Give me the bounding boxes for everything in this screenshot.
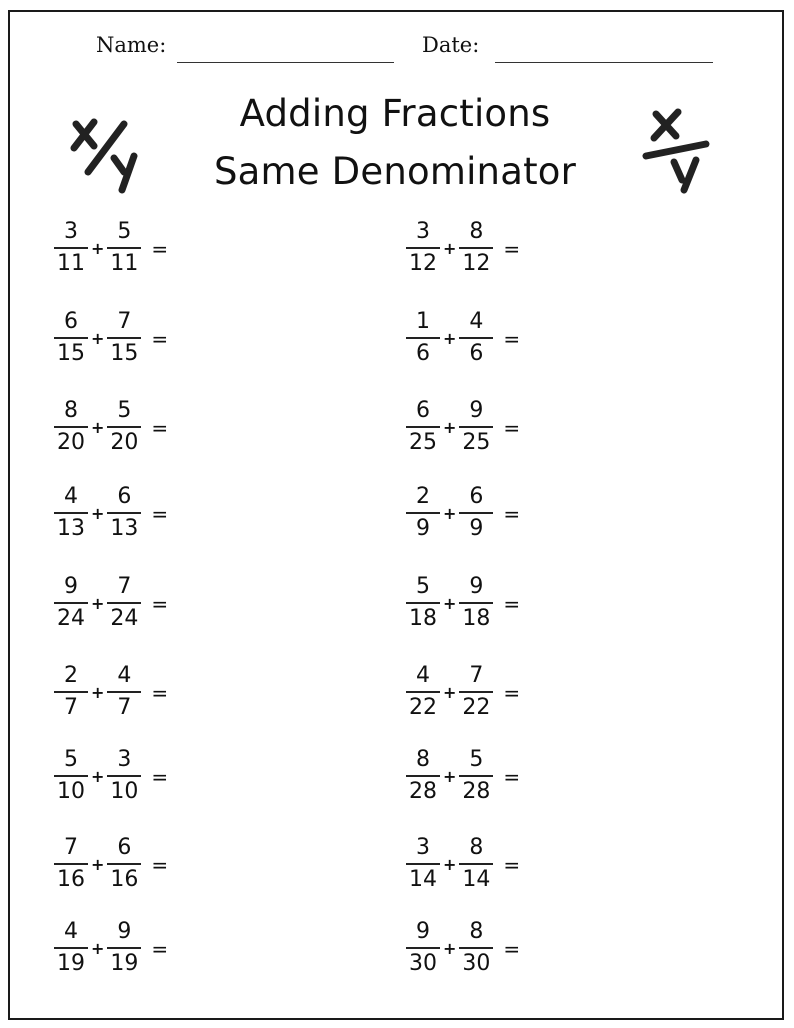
plus-sign: +	[443, 504, 457, 523]
denominator: 6	[416, 340, 430, 366]
fraction-bar	[406, 337, 440, 339]
equals-sign: =	[151, 326, 169, 351]
numerator: 5	[117, 219, 132, 245]
numerator: 3	[117, 747, 132, 773]
problem-item	[406, 308, 520, 368]
numerator: 3	[416, 219, 430, 245]
numerator: 4	[64, 484, 78, 510]
fraction-bar	[459, 775, 493, 777]
fraction-a	[406, 663, 440, 721]
numerator: 8	[469, 919, 484, 945]
problem-item	[406, 918, 520, 978]
fraction-bar	[107, 863, 141, 865]
fraction-a	[406, 484, 440, 542]
numerator: 5	[469, 747, 484, 773]
denominator: 19	[57, 950, 85, 976]
denominator: 18	[462, 605, 491, 631]
fraction-bar	[459, 426, 493, 428]
problem-item	[54, 218, 168, 278]
equals-sign: =	[151, 936, 169, 961]
fraction-bar	[107, 602, 141, 604]
plus-sign: +	[91, 418, 105, 437]
denominator: 14	[409, 866, 437, 892]
fraction-b	[459, 484, 493, 542]
denominator: 11	[110, 250, 139, 276]
numerator: 8	[416, 747, 430, 773]
denominator: 6	[469, 340, 484, 366]
fraction-a	[54, 398, 88, 456]
denominator: 9	[469, 515, 484, 541]
fraction-bar	[54, 602, 88, 604]
fraction-b	[107, 484, 141, 542]
fraction-bar	[459, 602, 493, 604]
denominator: 9	[416, 515, 430, 541]
fraction-bar	[54, 512, 88, 514]
plus-sign: +	[91, 683, 105, 702]
fraction-bar	[406, 775, 440, 777]
numerator: 6	[117, 484, 132, 510]
problem-item	[406, 746, 520, 806]
equals-sign: =	[151, 852, 169, 877]
numerator: 7	[117, 309, 132, 335]
problem-item	[54, 483, 168, 543]
fraction-b	[459, 398, 493, 456]
problem-item	[406, 662, 520, 722]
fraction-bar	[459, 337, 493, 339]
fraction-b	[107, 919, 141, 977]
denominator: 30	[462, 950, 491, 976]
denominator: 13	[57, 515, 85, 541]
problem-item	[54, 397, 168, 457]
fraction-a	[54, 663, 88, 721]
numerator: 5	[64, 747, 78, 773]
equals-sign: =	[151, 236, 169, 261]
denominator: 20	[110, 429, 139, 455]
denominator: 30	[409, 950, 437, 976]
fraction-bar	[406, 691, 440, 693]
plus-sign: +	[443, 767, 457, 786]
numerator: 6	[416, 398, 430, 424]
fraction-bar	[459, 863, 493, 865]
fraction-b	[459, 309, 493, 367]
plus-sign: +	[443, 594, 457, 613]
fraction-a	[406, 835, 440, 893]
fraction-b	[107, 747, 141, 805]
numerator: 4	[117, 663, 132, 689]
numerator: 3	[64, 219, 78, 245]
fraction-b	[107, 309, 141, 367]
equals-sign: =	[503, 591, 521, 616]
x-over-y-icon-left	[66, 110, 146, 196]
denominator: 16	[57, 866, 85, 892]
fraction-a	[54, 219, 88, 277]
fraction-bar	[406, 426, 440, 428]
fraction-bar	[107, 247, 141, 249]
equals-sign: =	[503, 415, 521, 440]
fraction-bar	[107, 775, 141, 777]
denominator: 15	[57, 340, 85, 366]
plus-sign: +	[443, 939, 457, 958]
fraction-a	[406, 398, 440, 456]
plus-sign: +	[91, 329, 105, 348]
fraction-bar	[54, 691, 88, 693]
equals-sign: =	[151, 680, 169, 705]
denominator: 14	[462, 866, 491, 892]
denominator: 22	[409, 694, 437, 720]
numerator: 1	[416, 309, 430, 335]
denominator: 15	[110, 340, 139, 366]
denominator: 12	[462, 250, 491, 276]
fraction-a	[54, 574, 88, 632]
plus-sign: +	[443, 855, 457, 874]
numerator: 5	[416, 574, 430, 600]
fraction-a	[54, 484, 88, 542]
numerator: 5	[117, 398, 132, 424]
plus-sign: +	[443, 329, 457, 348]
plus-sign: +	[91, 504, 105, 523]
fraction-b	[107, 663, 141, 721]
fraction-b	[107, 835, 141, 893]
fraction-bar	[459, 691, 493, 693]
plus-sign: +	[91, 855, 105, 874]
problem-item	[406, 218, 520, 278]
denominator: 7	[117, 694, 132, 720]
fraction-b	[459, 574, 493, 632]
problem-item	[406, 397, 520, 457]
denominator: 7	[64, 694, 78, 720]
numerator: 8	[469, 835, 484, 861]
fraction-bar	[54, 775, 88, 777]
fraction-b	[459, 919, 493, 977]
equals-sign: =	[151, 501, 169, 526]
problem-item	[54, 573, 168, 633]
numerator: 6	[469, 484, 484, 510]
fraction-bar	[107, 512, 141, 514]
denominator: 13	[110, 515, 139, 541]
fraction-bar	[459, 247, 493, 249]
denominator: 24	[110, 605, 139, 631]
plus-sign: +	[443, 239, 457, 258]
fraction-bar	[406, 947, 440, 949]
problem-item	[54, 918, 168, 978]
numerator: 6	[64, 309, 78, 335]
fraction-b	[459, 219, 493, 277]
title-line-2: Same Denominator	[213, 150, 577, 193]
fraction-bar	[406, 512, 440, 514]
equals-sign: =	[151, 415, 169, 440]
fraction-b	[107, 574, 141, 632]
fraction-bar	[107, 947, 141, 949]
fraction-bar	[406, 602, 440, 604]
date-label: Date:	[422, 33, 480, 57]
denominator: 16	[110, 866, 139, 892]
equals-sign: =	[503, 852, 521, 877]
plus-sign: +	[91, 939, 105, 958]
denominator: 20	[57, 429, 85, 455]
numerator: 4	[64, 919, 78, 945]
denominator: 22	[462, 694, 491, 720]
fraction-bar	[54, 337, 88, 339]
equals-sign: =	[151, 591, 169, 616]
numerator: 8	[64, 398, 78, 424]
denominator: 12	[409, 250, 437, 276]
numerator: 9	[416, 919, 430, 945]
numerator: 2	[64, 663, 78, 689]
fraction-b	[459, 835, 493, 893]
problem-item	[406, 483, 520, 543]
problem-item	[54, 746, 168, 806]
fraction-a	[54, 835, 88, 893]
fraction-bar	[107, 337, 141, 339]
numerator: 8	[469, 219, 484, 245]
name-line	[177, 62, 394, 63]
denominator: 28	[462, 778, 491, 804]
numerator: 9	[469, 574, 484, 600]
numerator: 9	[469, 398, 484, 424]
equals-sign: =	[503, 936, 521, 961]
denominator: 19	[110, 950, 139, 976]
problem-item	[54, 834, 168, 894]
fraction-b	[107, 219, 141, 277]
name-label: Name:	[96, 33, 167, 57]
equals-sign: =	[503, 236, 521, 261]
fraction-bar	[107, 691, 141, 693]
fraction-bar	[54, 863, 88, 865]
numerator: 6	[117, 835, 132, 861]
denominator: 10	[57, 778, 85, 804]
fraction-bar	[54, 426, 88, 428]
equals-sign: =	[503, 326, 521, 351]
numerator: 3	[416, 835, 430, 861]
fraction-a	[54, 309, 88, 367]
problem-item	[406, 834, 520, 894]
fraction-a	[406, 309, 440, 367]
numerator: 7	[64, 835, 78, 861]
numerator: 7	[117, 574, 132, 600]
fraction-bar	[406, 247, 440, 249]
numerator: 9	[64, 574, 78, 600]
fraction-bar	[406, 863, 440, 865]
denominator: 25	[409, 429, 437, 455]
fraction-b	[107, 398, 141, 456]
plus-sign: +	[443, 418, 457, 437]
equals-sign: =	[503, 764, 521, 789]
equals-sign: =	[503, 680, 521, 705]
numerator: 4	[469, 309, 484, 335]
equals-sign: =	[151, 764, 169, 789]
numerator: 7	[469, 663, 484, 689]
plus-sign: +	[91, 239, 105, 258]
fraction-b	[459, 747, 493, 805]
fraction-a	[406, 219, 440, 277]
denominator: 28	[409, 778, 437, 804]
plus-sign: +	[91, 767, 105, 786]
numerator: 9	[117, 919, 132, 945]
plus-sign: +	[443, 683, 457, 702]
fraction-a	[54, 919, 88, 977]
fraction-bar	[54, 247, 88, 249]
problem-item	[54, 662, 168, 722]
problem-item	[406, 573, 520, 633]
fraction-bar	[459, 947, 493, 949]
fraction-a	[54, 747, 88, 805]
denominator: 10	[110, 778, 139, 804]
x-over-y-icon-right	[640, 104, 720, 196]
denominator: 25	[462, 429, 491, 455]
fraction-a	[406, 574, 440, 632]
fraction-bar	[54, 947, 88, 949]
denominator: 24	[57, 605, 85, 631]
denominator: 18	[409, 605, 437, 631]
fraction-bar	[459, 512, 493, 514]
title-line-1: Adding Fractions	[239, 92, 551, 135]
equals-sign: =	[503, 501, 521, 526]
date-line	[495, 62, 713, 63]
numerator: 4	[416, 663, 430, 689]
fraction-b	[459, 663, 493, 721]
denominator: 11	[57, 250, 85, 276]
fraction-bar	[107, 426, 141, 428]
problem-item	[54, 308, 168, 368]
fraction-a	[406, 747, 440, 805]
plus-sign: +	[91, 594, 105, 613]
fraction-a	[406, 919, 440, 977]
numerator: 2	[416, 484, 430, 510]
